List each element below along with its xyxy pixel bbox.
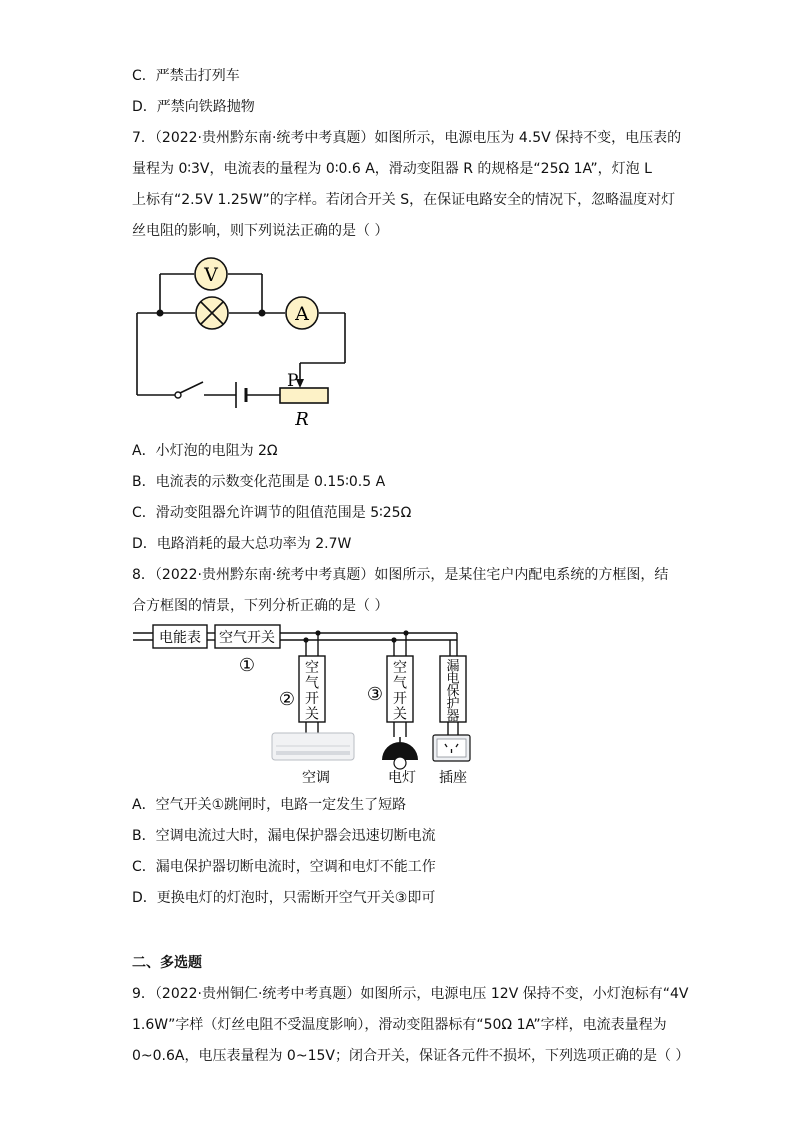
- voltmeter-symbol: [195, 258, 227, 290]
- rcd-label: 漏电保护器: [446, 659, 460, 724]
- question-9-line-1: 9．（2022·贵州铜仁·统考中考真题）如图所示，电源电压 12V 保持不变，小灯泡标有“4V: [132, 986, 689, 1002]
- option-a-q8: A．空气开关①跳闸时，电路一定发生了短路: [132, 797, 407, 813]
- slider-label-p: P: [287, 371, 299, 391]
- question-7-line-2: 量程为 0∶3V，电流表的量程为 0∶0.6 A，滑动变阻器 R 的规格是“25Ω 1A”，灯泡 L: [132, 161, 652, 177]
- question-9-line-3: 0~0.6A，电压表量程为 0~15V；闭合开关，保证各元件不损坏，下列选项正确的是（ ）: [132, 1048, 690, 1064]
- ammeter-symbol: [286, 297, 318, 329]
- question-9-line-2: 1.6W”字样（灯丝电阻不受温度影响），滑动变阻器标有“50Ω 1A”字样，电流表量程为: [132, 1017, 667, 1033]
- rheostat-label-r: R: [295, 409, 309, 430]
- socket-icon: [433, 735, 470, 761]
- question-8-line-2: 合方框图的情景，下列分析正确的是（ ）: [132, 598, 389, 614]
- option-a-q7: A．小灯泡的电阻为 2Ω: [132, 443, 278, 459]
- section-heading-multiple-choice: 二、多选题: [132, 955, 202, 971]
- lamp-icon: [382, 737, 418, 769]
- option-d-q7: D．电路消耗的最大总功率为 2.7W: [132, 536, 352, 552]
- circle-number-3: ③: [366, 684, 384, 705]
- circle-number-2: ②: [278, 689, 296, 710]
- air-conditioner-icon: [272, 733, 354, 760]
- option-d-q6: D．严禁向铁路抛物: [132, 99, 255, 115]
- question-7-line-4: 丝电阻的影响，则下列说法正确的是（ ）: [132, 223, 389, 239]
- circuit-diagram: [120, 250, 360, 435]
- question-7-line-3: 上标有“2.5V 1.25W”的字样。若闭合开关 S，在保证电路安全的情况下，忽略温度对灯: [132, 192, 676, 208]
- label-socket: 插座: [439, 770, 467, 786]
- label-lamp: 电灯: [388, 770, 416, 786]
- voltmeter-label: V: [204, 264, 218, 286]
- main-switch-label: 空气开关: [219, 630, 275, 646]
- option-c-q6: C．严禁击打列车: [132, 68, 240, 84]
- branch-2-switch-label: 空气开关: [305, 660, 319, 723]
- ammeter-label: A: [295, 303, 309, 325]
- option-c-q8: C．漏电保护器切断电流时，空调和电灯不能工作: [132, 859, 436, 875]
- option-c-q7: C．滑动变阻器允许调节的阻值范围是 5∶25Ω: [132, 505, 412, 521]
- option-b-q8: B．空调电流过大时，漏电保护器会迅速切断电流: [132, 828, 436, 844]
- option-d-q8: D．更换电灯的灯泡时，只需断开空气开关③即可: [132, 890, 436, 906]
- question-7-line-1: 7．（2022·贵州黔东南·统考中考真题）如图所示，电源电压为 4.5V 保持不变，电压表的: [132, 130, 682, 146]
- circle-number-1: ①: [238, 655, 256, 676]
- branch-3-switch-label: 空气开关: [393, 660, 407, 723]
- meter-label: 电能表: [159, 630, 201, 646]
- question-8-line-1: 8．（2022·贵州黔东南·统考中考真题）如图所示，是某住宅户内配电系统的方框图，结: [132, 567, 669, 583]
- distribution-diagram: [125, 620, 480, 790]
- option-b-q7: B．电流表的示数变化范围是 0.15∶0.5 A: [132, 474, 386, 490]
- lamp-symbol: [196, 297, 228, 329]
- label-air-conditioner: 空调: [302, 770, 330, 786]
